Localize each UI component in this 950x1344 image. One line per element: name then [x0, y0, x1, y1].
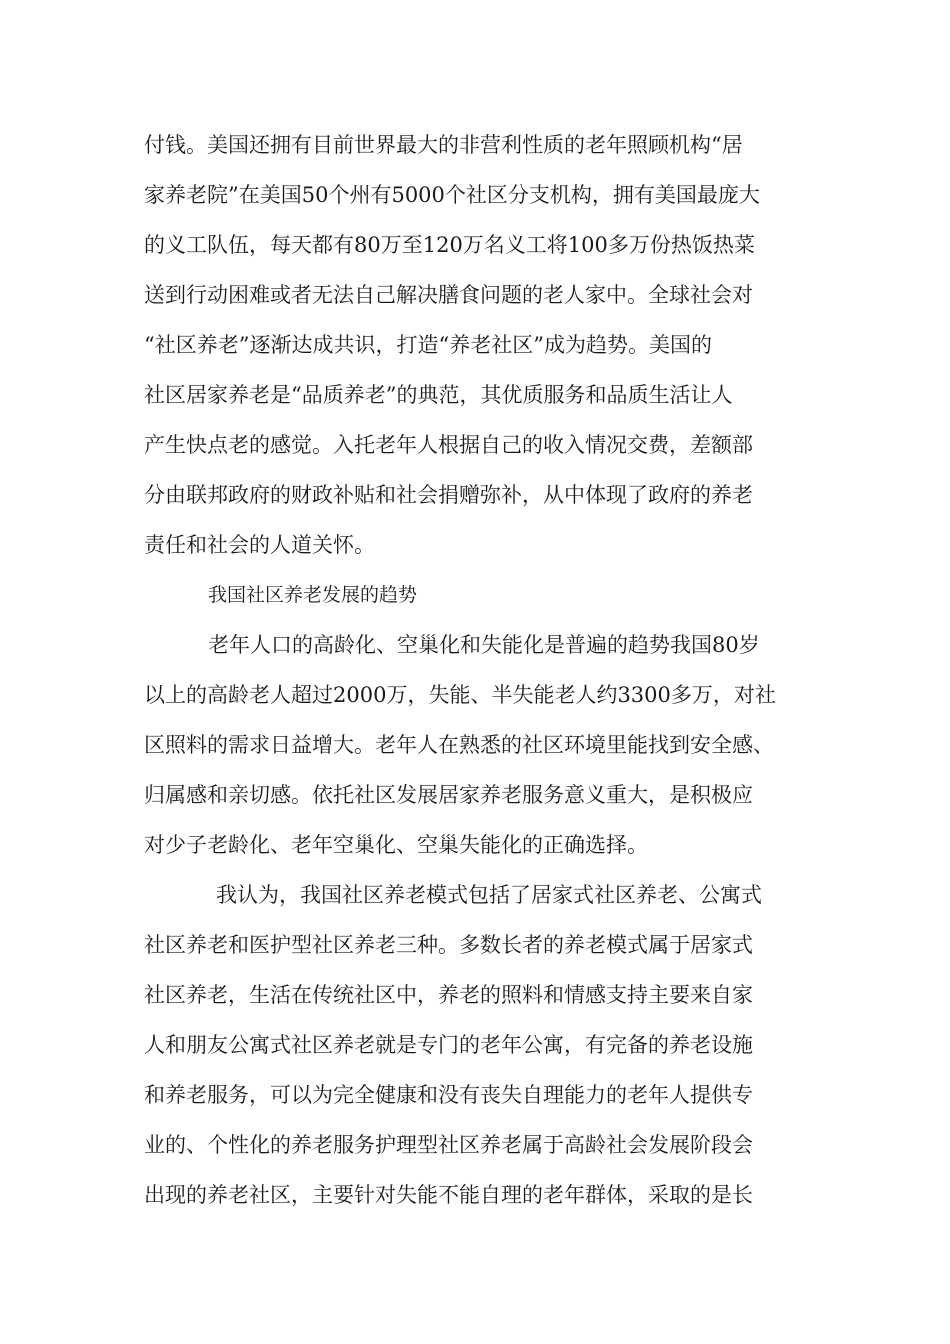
- text-line: 社区养老和医护型社区养老三种。多数长者的养老模式属于居家式: [144, 933, 753, 957]
- text-line: 和养老服务，可以为完全健康和没有丧失自理能力的老年人提供专: [144, 1083, 753, 1107]
- text-line: 出现的养老社区，主要针对失能不能自理的老年群体，采取的是长: [144, 1183, 753, 1207]
- text-line: 责任和社会的人道关怀。: [144, 533, 375, 557]
- text-line: 产生快点老的感觉。入托老年人根据自己的收入情况交费，差额部: [144, 433, 753, 457]
- text-line: 送到行动困难或者无法自己解决膳食问题的老人家中。全球社会对: [144, 283, 753, 307]
- text-line: 业的、个性化的养老服务护理型社区养老属于高龄社会发展阶段会: [144, 1133, 753, 1157]
- text-line: 区照料的需求日益增大。老年人在熟悉的社区环境里能找到安全感、: [144, 733, 774, 757]
- text-line: 付钱。美国还拥有目前世界最大的非营利性质的老年照顾机构“居: [144, 133, 743, 157]
- text-line: 老年人口的高龄化、空巢化和失能化是普遍的趋势我国80岁: [208, 633, 760, 657]
- text-line: 社区养老，生活在传统社区中，养老的照料和情感支持主要来自家: [144, 983, 753, 1007]
- text-line: 我认为，我国社区养老模式包括了居家式社区养老、公寓式: [216, 883, 762, 907]
- text-line: “社区养老”逐渐达成共识，打造“养老社区”成为趋势。美国的: [144, 333, 712, 357]
- paragraph-3: [144, 870, 844, 1220]
- paragraph-2: [144, 620, 844, 870]
- text-line: 家养老院”在美国50个州有5000个社区分支机构，拥有美国最庞大: [144, 183, 760, 207]
- text-line: 对少子老龄化、老年空巢化、空巢失能化的正确选择。: [144, 833, 648, 857]
- text-line: 人和朋友公寓式社区养老就是专门的老年公寓，有完备的养老设施: [144, 1033, 753, 1057]
- text-line: 的义工队伍，每天都有80万至120万名义工将100多万份热饭热菜: [144, 233, 755, 257]
- paragraph-1: [144, 120, 844, 570]
- text-line: 以上的高龄老人超过2000万，失能、半失能老人约3300多万，对社: [144, 683, 776, 707]
- text-line: 社区居家养老是“品质养老”的典范，其优质服务和品质生活让人: [144, 383, 733, 407]
- text-line: 归属感和亲切感。依托社区发展居家养老服务意义重大，是积极应: [144, 783, 753, 807]
- text-line: 分由联邦政府的财政补贴和社会捐赠弥补，从中体现了政府的养老: [144, 483, 753, 507]
- section-heading: 我国社区养老发展的趋势: [208, 584, 418, 606]
- body-text: [144, 120, 844, 1220]
